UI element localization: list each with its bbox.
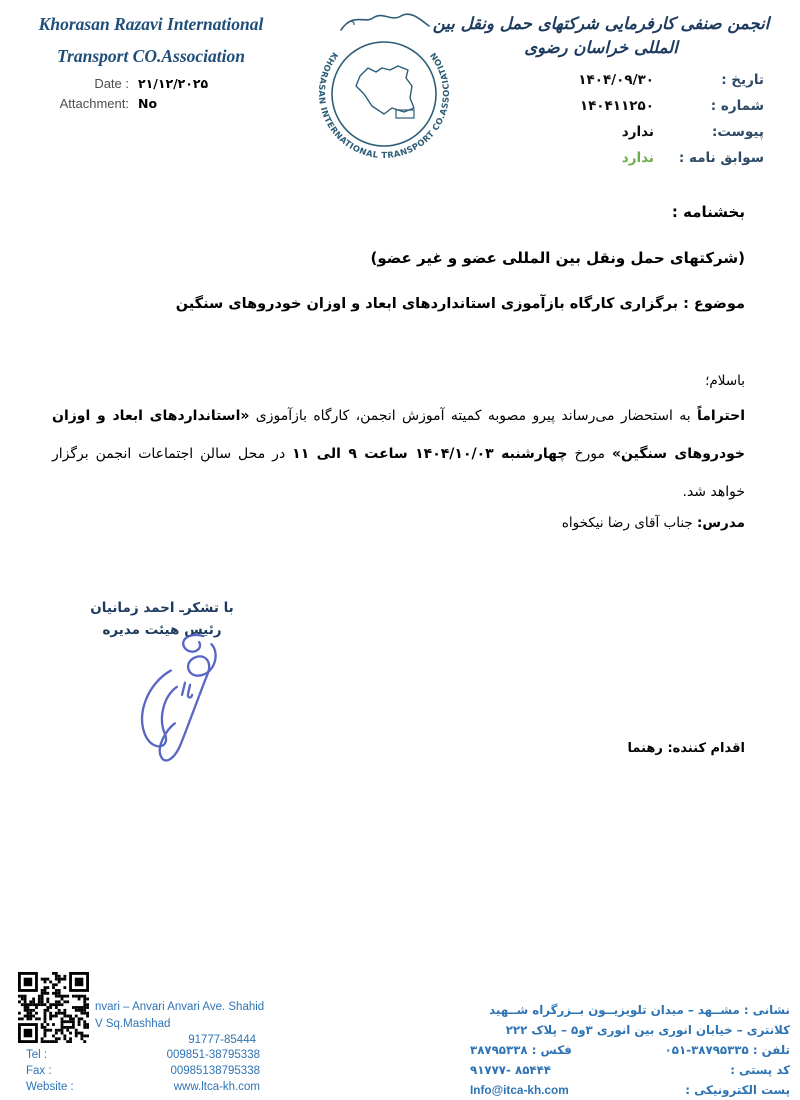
signature-ink-icon [118,630,250,772]
org-name-persian-calligraphy: انجمن صنفی کارفرمایی شرکتهای حمل ونقل بین المللی خراسان رضوی [432,14,770,57]
footer-address-en-line2: V Sq.Mashhad [95,1018,171,1030]
footer-address-fa-line2: کلانتری – خیابان انوری بین انوری ۳و۵ – پلاک ۲۲۲ [505,1023,790,1037]
attachment-label-fa: پیوست: [711,124,764,140]
body-paragraph [52,397,745,511]
seal-ring-text: KHORASAN INTERNATIONAL TRANSPORT CO.ASSOCIATION [316,50,452,161]
date-value-fa: ۱۴۰۴/۰۹/۳۰ [578,72,654,88]
date-row-fa [532,70,764,90]
letter-meta-english [10,76,292,116]
action-by-line: اقدام کننده: رهنما [627,741,745,756]
attachment-value-en: No [138,96,158,111]
date-label-fa: تاریخ : [721,72,764,88]
footer-email-row-fa [470,1080,790,1100]
paragraph-segment: در محل سالن اجتماعات انجمن برگزار خواهد شد. [52,446,745,500]
subject-line: موضوع : برگزاری کارگاه بازآموزی استانداردهای ابعاد و اوزان خودروهای سنگین [175,296,745,312]
email-label-fa: پست الکترونیکی : [685,1083,790,1097]
paragraph-segment: «استانداردهای ابعاد و اوزان خودروهای سنگین» [52,408,746,462]
org-name-en-line2: Transport CO.Association [56,45,245,66]
footer-tel-row-en [26,1049,260,1061]
footer-postal-code-en: 91777-85444 [188,1034,256,1046]
fax-label-fa: فکس : [531,1043,572,1057]
history-label-fa: سوابق نامه : [678,150,764,166]
attachment-row-fa [532,122,764,142]
org-name-english [10,16,292,65]
fax-value-en: 00985138795338 [170,1065,260,1077]
postal-value-fa: ۹۱۷۷۷- ۸۵۴۴۴ [470,1063,552,1077]
website-label-en: Website : [26,1081,74,1093]
footer-fax-row-en [26,1065,260,1077]
instructor-line [562,515,745,531]
fax-value-fa: ۳۸۷۹۵۳۳۸ [470,1043,528,1057]
number-row-fa [532,96,764,116]
paragraph-segment: به استحضار می‌رساند پیرو مصوبه کمیته آموزش انجمن، کارگاه بازآموزی [249,408,697,424]
svg-text:KHORASAN INTERNATIONAL TRANSPO [317,50,451,160]
footer-website-row-en [26,1081,260,1093]
paragraph-segment: احتراماً [696,408,746,424]
footer-address-en-line1: nvari – Anvari Anvari Ave. Shahid [95,1001,265,1013]
org-name-en-line1: Khorasan Razavi International [38,14,264,34]
phone-label-fa: تلفن : [752,1043,790,1057]
instructor-label: مدرس: [697,515,745,531]
email-value-fa: Info@itca-kh.com [470,1083,569,1097]
footer-persian [470,1000,790,1100]
postal-label-fa: کد پستی : [730,1063,790,1077]
signature-title: رئیس هیئت مدیره [102,622,222,638]
fax-pair-fa [470,1040,572,1060]
signature-closing: با تشکرـ احمد زمانیان [90,600,234,616]
history-value-fa: ندارد [621,150,654,166]
date-label-en: Date : [94,76,129,91]
history-row-fa [532,148,764,168]
footer-english [16,970,268,1098]
tel-value-en: 009851-38795338 [166,1049,260,1061]
footer-postal-row-fa [470,1060,790,1080]
circular-title: بخشنامه : [671,203,745,221]
instructor-value: جناب آقای رضا نیکخواه [561,515,698,531]
salutation-line: باسلام؛ [705,373,745,389]
attachment-value-fa: ندارد [621,124,654,140]
letter-meta-persian [532,70,764,174]
qr-code [18,972,89,1043]
paragraph-segment: مورخ [567,446,612,462]
attachment-label-en: Attachment: [59,96,129,111]
handwritten-signature [118,630,250,772]
fax-label-en: Fax : [26,1065,52,1077]
iran-map-outline [356,66,414,114]
paragraph-segment: چهارشنبه ۱۴۰۴/۱۰/۰۳ ساعت ۹ الی ۱۱ [292,446,568,462]
number-label-fa: شماره : [710,98,764,114]
addressees-line: (شرکتهای حمل ونقل بین المللی عضو و غیر عضو) [370,249,745,267]
attachment-row-en [10,96,292,111]
website-value-en: www.ltca-kh.com [173,1081,260,1093]
phone-value-fa: ۰۵۱-۳۸۷۹۵۳۳۵ [664,1043,749,1057]
phone-pair-fa [665,1040,790,1060]
tel-label-en: Tel : [26,1049,48,1061]
footer-phone-fax-row-fa [470,1040,790,1060]
footer-address-fa-line1: نشانی : مشــهد – میدان تلویزیــون بــزرگراه شــهید [489,1003,790,1017]
date-value-en: ۲۱/۱۲/۲۰۲۵ [138,76,209,91]
date-row-en [10,76,292,91]
number-value-fa: ۱۴۰۴۱۱۲۵۰ [579,98,654,114]
